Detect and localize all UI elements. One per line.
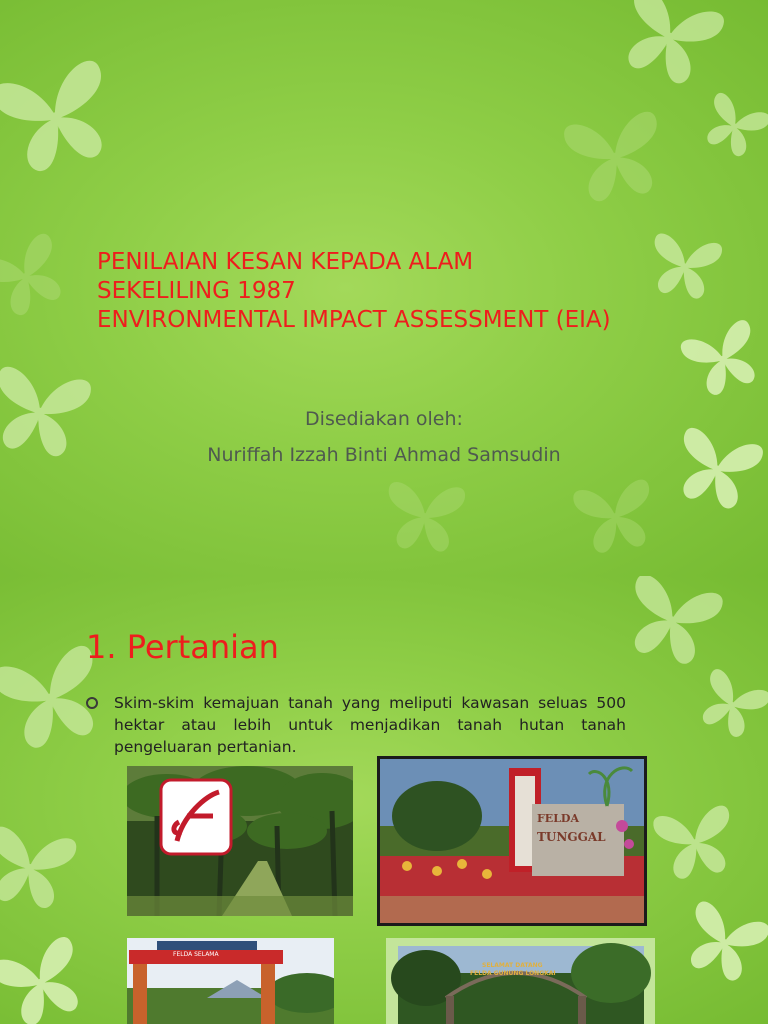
tunggal-sign-text: TUNGGAL: [537, 830, 606, 844]
title-line: ENVIRONMENTAL IMPACT ASSESSMENT (EIA): [97, 307, 611, 333]
bullet-circle-icon: [86, 697, 98, 709]
butterfly-decoration-icon: [643, 789, 747, 893]
felda-tunggal-sign-photo: [377, 756, 647, 926]
author-name: Nuriffah Izzah Binti Ahmad Samsudin: [207, 444, 561, 466]
slide-title: [97, 248, 737, 335]
butterfly-decoration-icon: [0, 35, 135, 194]
arch-sign-line-2: FELDA GUNUNG LONGKAI: [470, 970, 556, 977]
butterfly-decoration-icon: [376, 466, 474, 564]
butterfly-decoration-icon: [563, 463, 667, 567]
butterfly-decoration-icon: [667, 883, 768, 998]
butterfly-decoration-icon: [0, 917, 104, 1024]
palm-plantation-photo: [127, 766, 353, 916]
arch-sign-line-1: SELAMAT DATANG: [482, 962, 543, 969]
bullet-text: Skim-skim kemajuan tanah yang meliputi kawasan seluas 500 hektar atau lebih untuk menjadikan tanah hutan tanah pengeluaran pertanian.: [114, 694, 626, 756]
butterfly-decoration-icon: [551, 91, 678, 218]
section-heading: 1. Pertanian: [86, 628, 279, 666]
gate-sign-text: FELDA SELAMA: [173, 951, 219, 958]
felda-arch-photo: [386, 938, 655, 1024]
felda-gate-photo: [127, 938, 334, 1024]
content-slide: [0, 576, 768, 1024]
prepared-by-label: Disediakan oleh:: [305, 408, 463, 430]
title-line: PENILAIAN KESAN KEPADA ALAM: [97, 249, 474, 275]
butterfly-decoration-icon: [0, 215, 85, 335]
butterfly-decoration-icon: [0, 808, 88, 924]
title-line: SEKELILING 1987: [97, 278, 296, 304]
felda-sign-text: FELDA: [537, 812, 580, 825]
